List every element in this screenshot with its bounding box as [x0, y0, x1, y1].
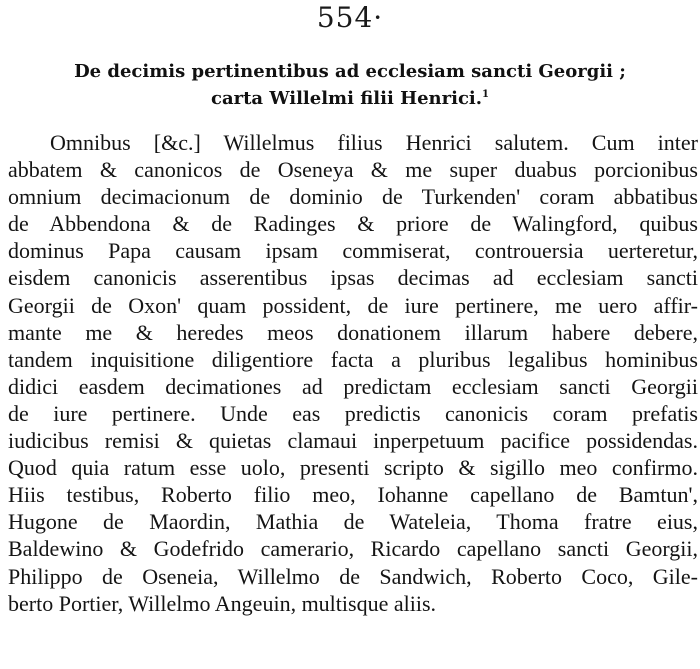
text-line: eisdem canonicis asserentibus ipsas decimas ad ecclesiam sancti [8, 265, 698, 291]
text-line: Georgii de Oxon' quam possident, de iure pertinere, me uero affir- [8, 292, 698, 318]
text-line: dominus Papa causam ipsam commiserat, controuersia uerteretur, [8, 238, 698, 264]
text-line: mante me & heredes meos donationem illarum habere debere, [8, 319, 698, 345]
text-line: iudicibus remisi & quietas clamaui inperpetuum pacifice possidendas. [8, 428, 698, 454]
charter-number: 554· [316, 1, 384, 34]
text-line: Hiis testibus, Roberto filio meo, Iohanne capellano de Bamtun', [8, 482, 698, 508]
text-line: berto Portier, Willelmo Angeuin, multisque aliis. [8, 590, 437, 616]
text-line: Philippo de Oseneia, Willelmo de Sandwich, Roberto Coco, Gile- [8, 563, 698, 589]
text-line: didici easdem decimationes ad predictam ecclesiam sancti Georgii [8, 373, 698, 399]
text-line: Quod quia ratum esse uolo, presenti scripto & sigillo meo confirmo. [8, 455, 698, 481]
text-line: de iure pertinere. Unde eas predictis canonicis coram prefatis [8, 400, 698, 426]
text-line: Hugone de Maordin, Mathia de Wateleia, Thoma fratre eius, [8, 509, 698, 535]
footnote-reference: 1 [482, 89, 489, 100]
text-line: tandem inquisitione diligentiore facta a pluribus legalibus hominibus [8, 346, 698, 372]
heading-line-2-text: carta Willelmi filii Henrici. [211, 88, 483, 109]
heading-line-2 [0, 85, 700, 112]
charter-heading [0, 58, 700, 112]
text-line: Baldewino & Godefrido camerario, Ricardo capellano sancti Georgii, [8, 536, 698, 562]
text-line: abbatem & canonicos de Oseneya & me super duabus porcionibus [8, 157, 698, 183]
text-line: de Abbendona & de Radinges & priore de Walingford, quibus [8, 211, 698, 237]
text-line: Omnibus [&c.] Willelmus filius Henrici salutem. Cum inter [50, 130, 698, 155]
charter-text [8, 129, 698, 617]
text-line: omnium decimacionum de dominio de Turkenden' coram abbatibus [8, 184, 698, 210]
heading-line-1: De decimis pertinentibus ad ecclesiam sancti Georgii ; [74, 61, 626, 82]
